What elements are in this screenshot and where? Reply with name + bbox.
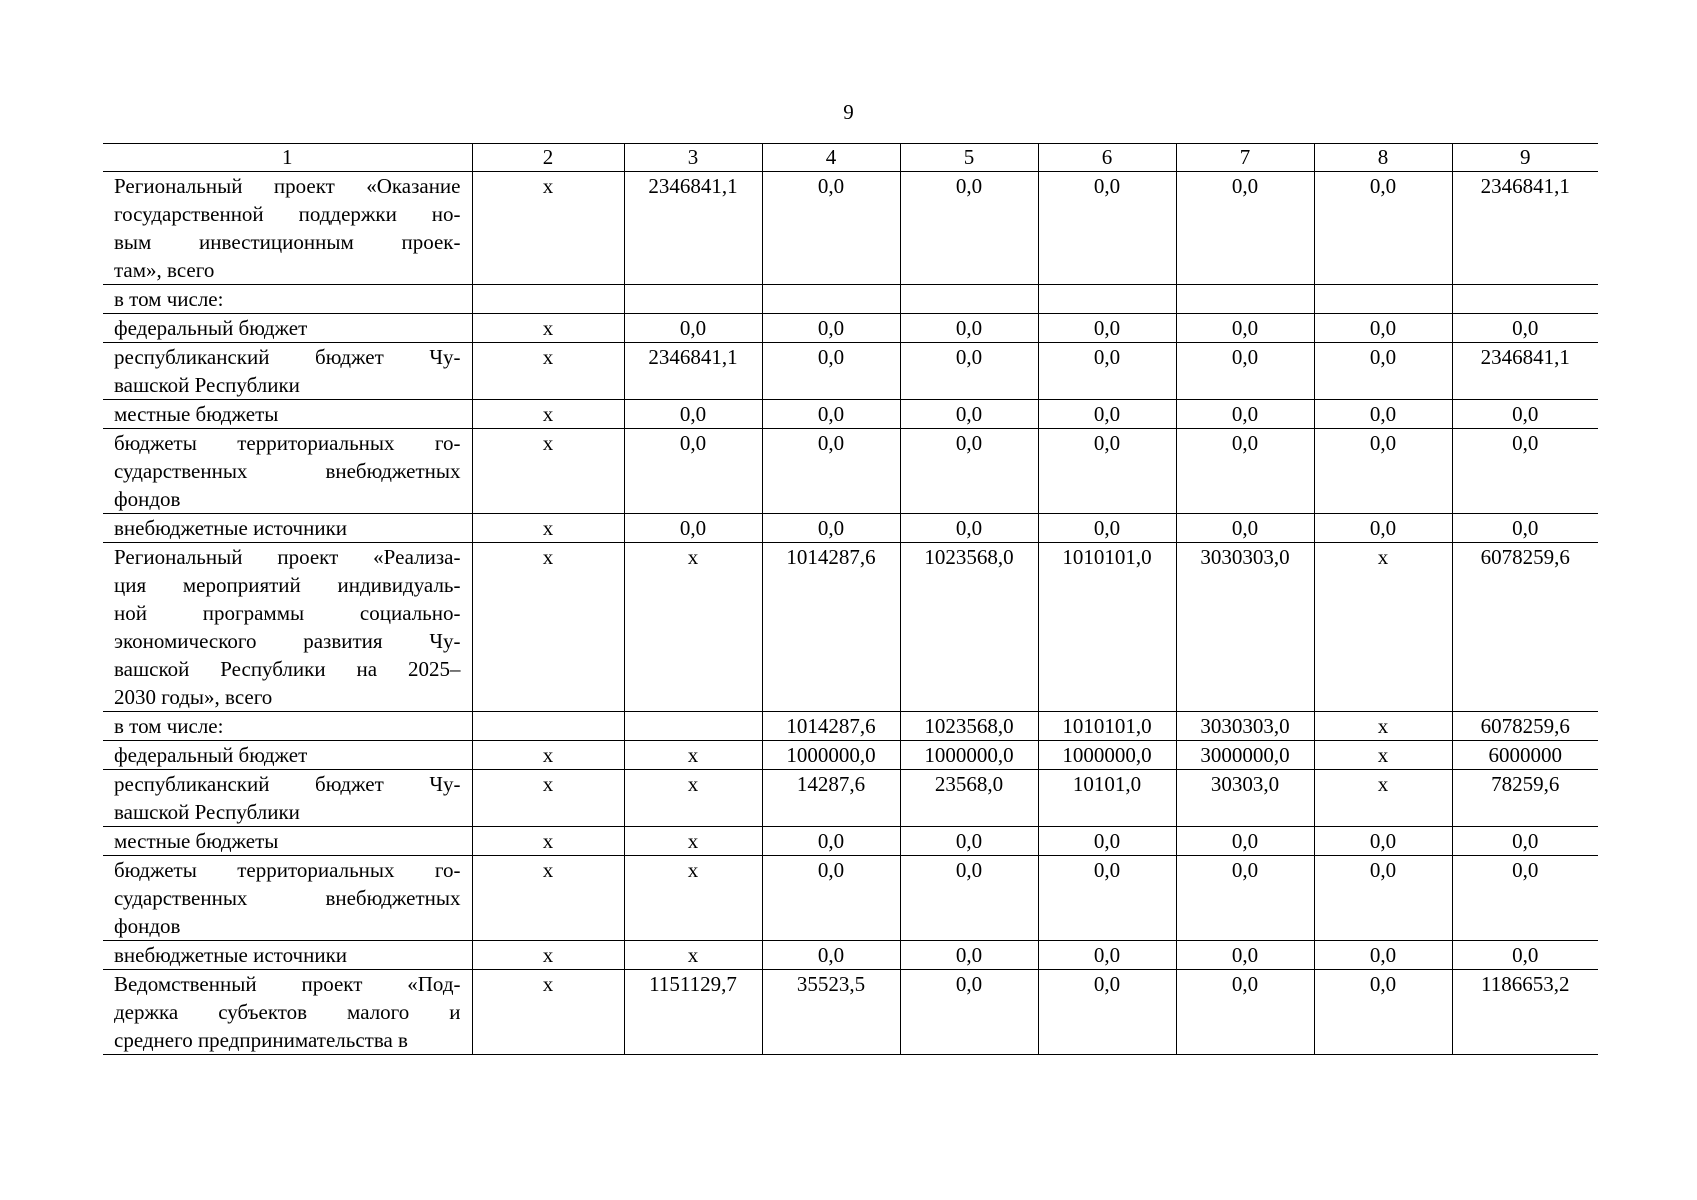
cell-col-8: 0,0 <box>1314 941 1452 970</box>
cell-col-3: 0,0 <box>624 514 762 543</box>
row-label-line: ной программы социально- <box>114 601 461 625</box>
cell-col-8: x <box>1314 741 1452 770</box>
table-row <box>103 543 1598 712</box>
row-label-line: вашской Республики на 2025– <box>114 657 461 681</box>
cell-col-7: 3030303,0 <box>1176 712 1314 741</box>
cell-col-4: 14287,6 <box>762 770 900 827</box>
cell-col-9: 0,0 <box>1452 514 1598 543</box>
cell-col-8: 0,0 <box>1314 172 1452 285</box>
table-row <box>103 314 1598 343</box>
cell-col-2: x <box>472 429 624 514</box>
cell-col-5: 0,0 <box>900 970 1038 1055</box>
cell-col-5: 0,0 <box>900 314 1038 343</box>
cell-col-5 <box>900 285 1038 314</box>
row-label <box>103 741 472 770</box>
row-label <box>103 343 472 400</box>
column-header-8: 8 <box>1314 144 1452 172</box>
row-label <box>103 970 472 1055</box>
column-header-2: 2 <box>472 144 624 172</box>
cell-col-7: 0,0 <box>1176 400 1314 429</box>
row-label-line: экономического развития Чу- <box>114 629 461 653</box>
cell-col-4: 35523,5 <box>762 970 900 1055</box>
row-label-line: бюджеты территориальных го- <box>114 431 461 455</box>
cell-col-8: 0,0 <box>1314 514 1452 543</box>
cell-col-7: 0,0 <box>1176 827 1314 856</box>
cell-col-5: 0,0 <box>900 400 1038 429</box>
cell-col-9: 6000000 <box>1452 741 1598 770</box>
cell-col-9: 0,0 <box>1452 856 1598 941</box>
cell-col-5: 1000000,0 <box>900 741 1038 770</box>
cell-col-5: 0,0 <box>900 856 1038 941</box>
cell-col-4 <box>762 285 900 314</box>
cell-col-2: x <box>472 314 624 343</box>
row-label-line: республиканский бюджет Чу- <box>114 345 461 369</box>
cell-col-6: 0,0 <box>1038 343 1176 400</box>
cell-col-5: 0,0 <box>900 343 1038 400</box>
cell-col-6: 0,0 <box>1038 314 1176 343</box>
row-label <box>103 856 472 941</box>
cell-col-2: x <box>472 827 624 856</box>
table-row <box>103 741 1598 770</box>
cell-col-9: 6078259,6 <box>1452 543 1598 712</box>
cell-col-5: 1023568,0 <box>900 712 1038 741</box>
cell-col-8: x <box>1314 712 1452 741</box>
row-label <box>103 514 472 543</box>
row-label-line: 2030 годы», всего <box>114 685 273 709</box>
cell-col-5: 0,0 <box>900 941 1038 970</box>
cell-col-4: 0,0 <box>762 172 900 285</box>
cell-col-3: 2346841,1 <box>624 172 762 285</box>
cell-col-6: 0,0 <box>1038 514 1176 543</box>
cell-col-7: 0,0 <box>1176 314 1314 343</box>
cell-col-4: 1000000,0 <box>762 741 900 770</box>
row-label-line: государственной поддержки но- <box>114 202 461 226</box>
cell-col-2: x <box>472 770 624 827</box>
cell-col-3: 0,0 <box>624 400 762 429</box>
cell-col-2: x <box>472 941 624 970</box>
table-row <box>103 970 1598 1055</box>
cell-col-8: x <box>1314 543 1452 712</box>
cell-col-6: 0,0 <box>1038 970 1176 1055</box>
cell-col-3: 2346841,1 <box>624 343 762 400</box>
row-label-line: внебюджетные источники <box>114 943 348 967</box>
cell-col-6: 0,0 <box>1038 172 1176 285</box>
cell-col-8: 0,0 <box>1314 314 1452 343</box>
cell-col-5: 23568,0 <box>900 770 1038 827</box>
cell-col-5: 0,0 <box>900 827 1038 856</box>
column-header-7: 7 <box>1176 144 1314 172</box>
row-label <box>103 400 472 429</box>
row-label-line: сударственных внебюджетных <box>114 886 461 910</box>
cell-col-8: x <box>1314 770 1452 827</box>
row-label-line: местные бюджеты <box>114 402 279 426</box>
table-row <box>103 712 1598 741</box>
cell-col-7: 0,0 <box>1176 343 1314 400</box>
cell-col-9: 6078259,6 <box>1452 712 1598 741</box>
cell-col-9: 0,0 <box>1452 429 1598 514</box>
cell-col-7: 30303,0 <box>1176 770 1314 827</box>
row-label-line: вашской Республики <box>114 800 300 824</box>
row-label-line: в том числе: <box>114 714 224 738</box>
cell-col-3: x <box>624 856 762 941</box>
cell-col-7: 3000000,0 <box>1176 741 1314 770</box>
cell-col-3 <box>624 285 762 314</box>
cell-col-4: 0,0 <box>762 429 900 514</box>
table-row <box>103 827 1598 856</box>
cell-col-3: x <box>624 827 762 856</box>
column-header-4: 4 <box>762 144 900 172</box>
cell-col-7: 0,0 <box>1176 172 1314 285</box>
table-row <box>103 400 1598 429</box>
row-label-line: вашской Республики <box>114 373 300 397</box>
cell-col-4: 0,0 <box>762 343 900 400</box>
table-row <box>103 343 1598 400</box>
cell-col-3: 1151129,7 <box>624 970 762 1055</box>
row-label-line: фондов <box>114 487 181 511</box>
cell-col-9: 0,0 <box>1452 400 1598 429</box>
cell-col-4: 0,0 <box>762 400 900 429</box>
row-label-line: сударственных внебюджетных <box>114 459 461 483</box>
cell-col-6: 1000000,0 <box>1038 741 1176 770</box>
row-label <box>103 770 472 827</box>
row-label-line: там», всего <box>114 258 215 282</box>
cell-col-8: 0,0 <box>1314 856 1452 941</box>
cell-col-6 <box>1038 285 1176 314</box>
cell-col-4: 0,0 <box>762 941 900 970</box>
cell-col-4: 0,0 <box>762 514 900 543</box>
row-label-line: Ведомственный проект «Под- <box>114 972 461 996</box>
cell-col-2 <box>472 285 624 314</box>
budget-table <box>103 143 1598 1055</box>
cell-col-6: 10101,0 <box>1038 770 1176 827</box>
cell-col-4: 0,0 <box>762 856 900 941</box>
cell-col-6: 0,0 <box>1038 400 1176 429</box>
cell-col-3: 0,0 <box>624 314 762 343</box>
cell-col-3: x <box>624 543 762 712</box>
column-header-9: 9 <box>1452 144 1598 172</box>
cell-col-9: 0,0 <box>1452 827 1598 856</box>
cell-col-2: x <box>472 970 624 1055</box>
row-label <box>103 314 472 343</box>
row-label-line: Региональный проект «Реализа- <box>114 545 461 569</box>
cell-col-7: 0,0 <box>1176 970 1314 1055</box>
cell-col-6: 1010101,0 <box>1038 543 1176 712</box>
row-label-line: фондов <box>114 914 181 938</box>
cell-col-4: 1014287,6 <box>762 543 900 712</box>
cell-col-2: x <box>472 741 624 770</box>
cell-col-2: x <box>472 400 624 429</box>
cell-col-6: 0,0 <box>1038 856 1176 941</box>
row-label <box>103 543 472 712</box>
cell-col-6: 0,0 <box>1038 429 1176 514</box>
row-label-line: держка субъектов малого и <box>114 1000 461 1024</box>
row-label-line: среднего предпринимательства в <box>114 1028 408 1052</box>
cell-col-9 <box>1452 285 1598 314</box>
cell-col-4: 0,0 <box>762 827 900 856</box>
row-label-line: местные бюджеты <box>114 829 279 853</box>
cell-col-6: 1010101,0 <box>1038 712 1176 741</box>
cell-col-5: 0,0 <box>900 429 1038 514</box>
cell-col-2: x <box>472 343 624 400</box>
table-row <box>103 856 1598 941</box>
cell-col-4: 0,0 <box>762 314 900 343</box>
row-label-line: Региональный проект «Оказание <box>114 174 461 198</box>
cell-col-6: 0,0 <box>1038 827 1176 856</box>
cell-col-8: 0,0 <box>1314 343 1452 400</box>
row-label-line: федеральный бюджет <box>114 316 308 340</box>
cell-col-8: 0,0 <box>1314 970 1452 1055</box>
row-label-line: республиканский бюджет Чу- <box>114 772 461 796</box>
table-row <box>103 172 1598 285</box>
row-label <box>103 429 472 514</box>
cell-col-6: 0,0 <box>1038 941 1176 970</box>
cell-col-3: x <box>624 741 762 770</box>
table-row <box>103 514 1598 543</box>
table-row <box>103 770 1598 827</box>
page-number: 9 <box>843 100 854 124</box>
table-row <box>103 941 1598 970</box>
row-label-line: ция мероприятий индивидуаль- <box>114 573 461 597</box>
row-label-line: федеральный бюджет <box>114 743 308 767</box>
cell-col-9: 1186653,2 <box>1452 970 1598 1055</box>
cell-col-2: x <box>472 856 624 941</box>
cell-col-5: 1023568,0 <box>900 543 1038 712</box>
column-header-3: 3 <box>624 144 762 172</box>
column-header-6: 6 <box>1038 144 1176 172</box>
cell-col-5: 0,0 <box>900 514 1038 543</box>
row-label-line: в том числе: <box>114 287 224 311</box>
cell-col-3: x <box>624 941 762 970</box>
cell-col-8: 0,0 <box>1314 400 1452 429</box>
cell-col-4: 1014287,6 <box>762 712 900 741</box>
cell-col-7: 0,0 <box>1176 856 1314 941</box>
cell-col-2 <box>472 712 624 741</box>
cell-col-2: x <box>472 543 624 712</box>
cell-col-8 <box>1314 285 1452 314</box>
column-header-5: 5 <box>900 144 1038 172</box>
cell-col-9: 2346841,1 <box>1452 343 1598 400</box>
row-label <box>103 941 472 970</box>
row-label-line: внебюджетные источники <box>114 516 348 540</box>
row-label <box>103 285 472 314</box>
cell-col-7 <box>1176 285 1314 314</box>
table-row <box>103 285 1598 314</box>
cell-col-3 <box>624 712 762 741</box>
table-row <box>103 429 1598 514</box>
cell-col-7: 0,0 <box>1176 941 1314 970</box>
cell-col-9: 78259,6 <box>1452 770 1598 827</box>
row-label <box>103 712 472 741</box>
cell-col-7: 3030303,0 <box>1176 543 1314 712</box>
cell-col-8: 0,0 <box>1314 827 1452 856</box>
row-label-line: вым инвестиционным проек- <box>114 230 461 254</box>
header-row <box>103 144 1598 172</box>
cell-col-8: 0,0 <box>1314 429 1452 514</box>
cell-col-9: 0,0 <box>1452 314 1598 343</box>
cell-col-5: 0,0 <box>900 172 1038 285</box>
cell-col-2: x <box>472 172 624 285</box>
cell-col-9: 2346841,1 <box>1452 172 1598 285</box>
cell-col-3: 0,0 <box>624 429 762 514</box>
cell-col-2: x <box>472 514 624 543</box>
row-label <box>103 172 472 285</box>
cell-col-9: 0,0 <box>1452 941 1598 970</box>
cell-col-7: 0,0 <box>1176 429 1314 514</box>
row-label-line: бюджеты территориальных го- <box>114 858 461 882</box>
column-header-1: 1 <box>103 144 472 172</box>
cell-col-3: x <box>624 770 762 827</box>
cell-col-7: 0,0 <box>1176 514 1314 543</box>
row-label <box>103 827 472 856</box>
